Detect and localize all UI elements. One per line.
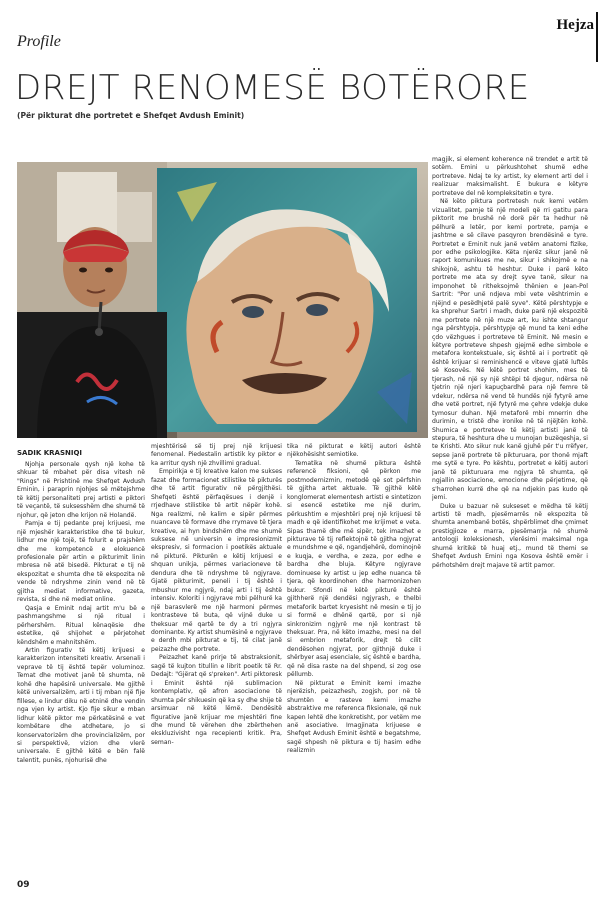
paragraph: Njohja personale qysh një kohe të shkuar të mbahet për disa vitesh në "Rings" në Prishtinë me Shefqet Avdush Eminin, i paraprin njohjes së mëtejshme të këtij personaliteti prej artisti e piktori të veçantë, të suksesshëm dhe shumë të njohur, që jeton dhe krijon në Holandë.	[17, 461, 145, 519]
brand-name: Hejza	[556, 17, 594, 33]
artist-photo	[17, 162, 428, 438]
paragraph: Duke u bazuar në sukseset e mëdha të këtij artisti të madh, pjesëmarrës në ekspozita të shumta anembanë botës, shpërblimet dhe çmimet prestigjioze e marra, pjesëmarrja në shumë antologji koleksionesh, vlerësimi maksimal nga shumë kritikë të huaj etj., mund të themi se Shefqet Avdush Emini nga Kosova është emër i përhotshëm drejt majave të artit pamor.	[432, 502, 588, 569]
article-column-2	[151, 443, 282, 878]
page-number: 09	[17, 880, 30, 890]
paragraph: Peizazhet kanë prirje të abstraksionit, sagë të kujton titullin e librit poetik të Rr. Dedajt: "Gjërat që s'preken". Arti piktoresk i Eminit është një sublimacion kontemplativ, që afron asociacione të shumta për shikuesin që ka sy dhe shije të arsimuar në këtë lëmë. Dendësitë figurative janë krijuar me mjeshtëri fine dhe mund të vërehen dhe zbërthehen ekskluzivisht nga recepienti kritik. Pra, seman-	[151, 654, 282, 746]
article-title: DREJT RENOMESË BOTËRORE	[15, 68, 530, 108]
article-column-4	[432, 156, 588, 878]
author-name: SADIK KRASNIQI	[17, 449, 83, 457]
article-column-3	[287, 443, 421, 878]
article-subtitle: (Për pikturat dhe portretet e Shefqet Avdush Eminit)	[17, 111, 245, 120]
header-rule	[596, 12, 598, 62]
article-column-1	[17, 461, 145, 879]
paragraph: Në pikturat e Eminit kemi imazhe njerëzish, peizazhesh, zogjsh, por në të shumtën e rasteve kemi imazhe abstraktive me referenca fiksionale, që nuk kapen lehtë dhe konkretisht, por vetëm me anë asociative. Imagjinata krijuese e Shefqet Avdush Eminit është e begatshme, sagë shpesh në piktura e tij hasim edhe realizmin	[287, 679, 421, 755]
paragraph: Qasja e Eminit ndaj artit m'u bë e pashmangshme si një ritual i përhershëm. Ritual kënaqësie dhe estetike, që shijohet e përjetohet këndshëm e mahnitshëm.	[17, 604, 145, 646]
paragraph: Në këto piktura portretesh nuk kemi vetëm vizualitet, pamje të një modeli që rri gatitu para piktorit me brushë në dorë për ta hedhur në pëlhurë a letër, por kemi portrete, pamja e jashtme e së cilave pasqyron brendësinë e tyre. Portretet e Eminit nuk janë vetëm anatomi fizike, por edhe psikologjike. Këta njerëz sikur janë në raport komunikues me ne, sikur i shikojmë e na shikojnë, ashtu të heshtur. Duke i parë këto portrete me ata sy drejt syve tanë, sikur na imponohet të ritheksojmë thënien e Jean-Pol Sartrit: "Por unë ndjeva mbi vete vështrimin e njëjnd e pesëdhjetë palë syve". Këtë përshtypje e ka shprehur Sartri i madh, duke parë një ekspozitë me portrete në një muze art, ku ishte shtangur nga përshtypja, përshtypje që mund ta keni edhe çdo vëzhgues i portreteve të Eminit. Në mesin e këtyre portreteve shpesh gjejmë edhe simbole e metafora kontekstuale, siç është ai i portretit që është krijuar si reminishencë e viteve gjatë luftës së Kosovës. Në këtë portret shohim, mes të tjerash, në një sy një shtëpi të djegur, ndërsa në tjetrin një njeri kapuçbardhë para një femre të vdekur, ndërsa në vend të hundës një fytyrë ame dhe vetë portret, një fytyrë me çehre vdekje duke tymosur duhan. Një metaforë mbi mnerrin dhe durimin, e tristë dhe ironike në të njëjtën kohë. Shumica e portreteve të këtij artisti janë të stepura, të heshtura dhe u munojan buzëqeshja, si te Krishti. Ato sikur nuk kanë gjuhë për t'u rrëfyer, sepse janë portrete të pikturuara, por thonë mjaft me sytë e tyre. Po kështu, portretet e këtij autori janë të pikturuara me ngjyra të shumta, që ngjallin asociacione, emocione dhe përjetime, që s'harrohen kurrë dhe që na ndjekin pas kudo që jemi.	[432, 198, 588, 502]
paragraph: Pamja e tij pedante prej krijuesi, me një mjeshër karakteristike dhe të bukur, lidhur me një tojë, të folurit e prajshëm dhe me kompetencë e elokuencë profesionale për artin e pikturimit linin mbresa në atë bisedë. Pikturat e tij në ekspozitat e shumta dhe të ekspozita në vende të ndryshme zinin vend në të gjitha mediat informative, gazeta, revista, si dhe në mediat online.	[17, 520, 145, 604]
paragraph: mjeshtërisë së tij prej një krijuesi fenomenal. Piedestalin artistik ky piktor e ka arritur qysh një zhvillimi gradual.	[151, 443, 282, 467]
paragraph: Empirikja e tij kreative kalon me sukses fazat dhe formacionet stilistike të pikturës dhe të artit figurativ në përgjithësi. Shefqeti është përfaqësues i denjë i rrjedhave stilistike të artit nëpër kohë. Nga realizmi, në kalim e sipër përmes nuancave të formave dhe rrymave të tjera kreative, ai hyn bindshëm dhe me shumë suksese në universin e impresionizmit ekspresiv, si formacion i poetikës aktuale në pikturë. Pikturën e këtij krijuesi e shquan unikja, përmes variacioneve të dendura dhe të ndryshme të ngjyrave. Gjatë pikturimit, peneli i tij është i mbushur me ngjyrë, ndaj arti i tij është intensiv. Koloriti i ngjyrave mbi pëlhurë ka një barasvlerë me një harmoni përmes kontrasteve të buta, që vijnë duke u theksuar më qartë te dy a tri ngjyra dominante. Ky artist shumësinë e ngjyrave e derdh mbi pikturat e tij, të cilat janë peizazhe dhe portrete.	[151, 468, 282, 653]
paragraph: tika në pikturat e këtij autori është njëkohësisht semiotike.	[287, 443, 421, 459]
paragraph: magjik, si element koherence në trendet e artit të sotëm. Emini u përkushtohet shumë edhe portreteve. Ndaj te ky artist, ky element arti del i realizuar maksimalisht. E bukura e këtyre portreteve del në kompleksitetin e tyre.	[432, 156, 588, 197]
paragraph: Tematika në shumë piktura është referencë fiksioni, që përkon me postmodernizmin, metodë që sot përfshin të gjitha artet aktuale. Të gjithë këtë konglomerat elementesh artisti e sintetizon si esencë estetike me një durim, përkushtim e mjeshtëri prej një krijuesi të madh e që identifikohet me krijimet e veta. Sipas thamë dhe më sipër, tek imazhet e pikturave të tij reflektojnë të gjitha ngjyrat e mundshme e që, ngandjehërë, dominojnë e kuqja, e verdha, e zeza, por edhe e bardha dhe bluja. Këtyre ngjyrave dominuese ky artist u jep edhe nuanca të tjera, që koordinohen dhe harmonizohen bukur. Sfondi në këtë pikturë është gjithherë një dendësi ngjyrash, e thelbi metaforik bartet kryesisht në mesin e tij jo si formë e dhënë qartë, por si një sinkronizim ngjyrë me një kontrast të theksuar. Pra, në këto imazhe, mesi na del si embrion metaforik, drejt të cilit dendësohen ngjyrat, por gjithnjë duke i shërbyer asaj esenciale, siç është e bardha, që në disa raste na del shpend, si zog ose pëllumb.	[287, 459, 421, 679]
artist-photo-illustration	[17, 162, 428, 438]
section-label: Profile	[17, 33, 61, 50]
paragraph: Artin figurativ të këtij krijuesi e karakterizon intensiteti kreativ. Arsenali i veprave të tij është tepër voluminoz. Temat dhe motivet janë të shumta, në kohë dhe hapësirë universale. Me gjithë këtë universalizëm, arti i tij mban një fije fillese, e lindur diku në etninë dhe vendin nga vjen ky artist. Kjo fije sikur e mban lidhur këtë piktor me përkatësinë e vet kombëtare dhe atdhetare, jo si konservatorizëm dhe provincializëm, por si perspektivë, vizion dhe vlerë universale. E gjithë këtë e bën falë talentit, punës, njohurisë dhe	[17, 646, 145, 764]
